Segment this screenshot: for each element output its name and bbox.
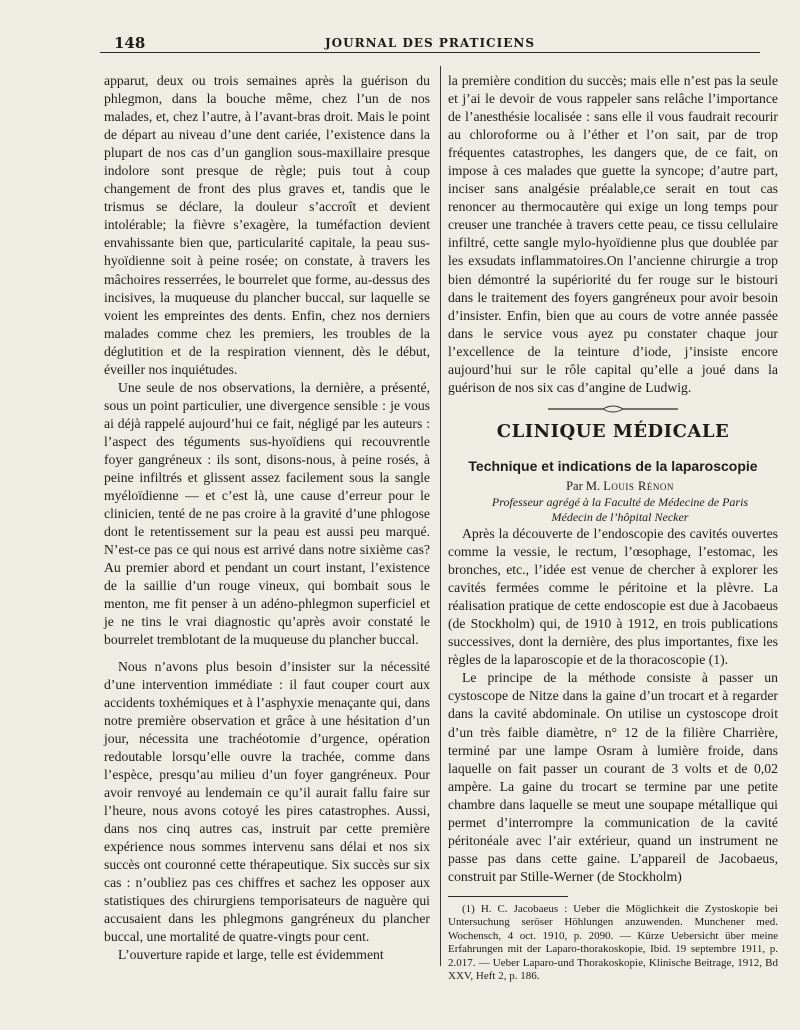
section-title: CLINIQUE MÉDICALE [496, 420, 730, 442]
paragraph: la première condition du succès; mais elle n’est pas la seule et j’ai le devoir de vous rappeler sans relâche l’importance de l’anesthésie localisée : sans elle il vous faudrait recourir au chloroforme ou à l’éther et l’on sait, par de trop fréquentes catastrophes, les dangers que, de ce fait, on impose à ces malades que guette la syncope; d’autre part, inciser sans analgésie préalable,ce serait en tout cas renoncer au thermocautère qui exige un long temps pour creuser une tranchée à travers cette peau, ce tissu cellulaire infiltré, cette sangle mylo-hyoïdienne plus que doublée par les exsudats inflammatoires.On l’ancienne chirurgie a trop bien démontré la supériorité du fer rouge sur le bistouri dans le traitement des foyers gangréneux pour avoir besoin d’insister. Enfin, bien que au cours de votre année passée dans le service vous ayez pu constater chaque jour l’excellence de la teinture d’iode, j’insiste encore aujourd’hui sur le rôle capital qu’elle a joué dans la guérison de nos six cas d’angine de Ludwig. [448, 73, 778, 395]
left-column [104, 72, 430, 972]
paragraph: Nous n’avons plus besoin d’insister sur la nécessité d’une intervention immédiate : il faut couper court aux accidents toxhémiques et à l’asphyxie menaçante qui, dans notre première observation et grâce à une hésitation d’un jour, nécessita une trachéotomie d’urgence, opération redoutable lorsqu’elle ouvre la trachée, comme dans l’espèce, presqu’au milieu d’un foyer gangréneux. Pour avoir renvoyé au lendemain ce qu’il aurait fallu faire sur l’heure, nous avons cotoyé les pires catastrophes. Aussi, dans nos cinq autres cas, instruit par cette première expérience nous sommes intervenu sans délai et nos six succès ont couronné cette thérapeutique. Six succès sur six cas : n’oubliez pas ces chiffres et sachez les opposer aux statistiques des chirurgiens temporisateurs de naguère qui accusaient dans les phlegmons gangréneux du plancher buccal, une mortalité de quatre-vingts pour cent. [104, 658, 430, 945]
affiliation-line: Médecin de l’hôpital Necker [551, 509, 689, 524]
right-column [448, 72, 778, 983]
paragraph: L’ouverture rapide et large, telle est évidemment [118, 947, 384, 963]
section-ornament [448, 403, 778, 417]
paragraph: apparut, deux ou trois semaines après la guérison du phlegmon, dans la bouche même, chez l’un de nos malades, et, chez l’autre, à l’avant-bras droit. Mais le point de départ au niveau d’une dent cariée, l’existence dans la plupart de nos cas d’un ganglion sous-maxillaire presque indolore sont presque de règle; puis tout à coup changement de front des plus graves et, tandis que le trismus se déclare, la douleur s’accroît et devient intolérable; la fièvre s’exagère, la tuméfaction devient envahissante bien que, particularité capitale, la peau sus-hyoïdienne soit à peine rosée; on constate, à travers les mâchoires resserrées, le bourrelet que forme, au-dessus des incisives, la muqueuse du plancher buccal, sur laquelle se voient les empreintes des dents. Enfin, chez nos derniers malades comme chez les premiers, les troubles de la déglutition et de la respiration viennent, dès le début, éveiller nos inquiétudes. [104, 73, 430, 377]
article-title: Technique et indications de la laparoscopie [468, 457, 758, 474]
author-name: Louis Rénon [603, 478, 674, 493]
journal-title: JOURNAL DES PRATICIENS [325, 36, 535, 50]
footnote-rule [448, 896, 568, 897]
author-prefix: Par M. [566, 478, 601, 493]
page-number: 148 [114, 34, 146, 52]
paragraph: Une seule de nos observations, la dernière, a présenté, sous un point particulier, une divergence sensible : je vous ai déjà rappelé aujourd’hui ce fait, négligé par les auteurs : l’aspect des téguments sus-hyoïdiens qui recouvrentle foyer gangréneux : ils sont, disons-nous, à peine rosés, à peine infiltrés et glissent assez facilement sous la sangle myéloïdienne — et c’est là, une cause d’erreur pour le clinicien, tenté de ne pas croire à la gravité d’une phlogose dont le retentissement sur la peau est aussi peu marqué. N’est-ce pas ce qui nous est arrivé dans notre sixième cas? Au premier abord et pendant un court instant, l’existence de la saillie d’un rouge vineux, qui bombait sous le menton, me fit penser à un adéno-phlegmon superficiel et je ne tins le vrai diagnostic qu’après avoir constaté le bourrelet tremblotant de la muqueuse du plancher buccal. [104, 379, 430, 648]
paragraph: Après la découverte de l’endoscopie des cavités ouvertes comme la vessie, le rectum, l’œsophage, l’estomac, les bronches, etc., l’idée est venue de chercher à explorer les cavités fermées comme le péritoine et la plèvre. La réalisation pratique de cette endoscopie est due à Jacobaeus (de Stockholm) qui, de 1910 à 1912, en trois publications successives, dont la dernière, des plus importantes, fixe les règles de la laparoscopie et de la thoracoscopie (1). [448, 525, 778, 668]
affiliation-line: Professeur agrégé à la Faculté de Médecine de Paris [491, 494, 749, 509]
column-divider [440, 66, 441, 966]
footnote: (1) H. C. Jacobaeus : Ueber die Möglichkeit die Zystoskopie bei Untersuchung seröser Höhlungen anzuwenden. Munchener med. Wochensch, 4 oct. 1910, p. 2090. — Kürze Uebersicht über meine Erfahrungen mit der Laparo-thorakoskopie, Ibid. 19 septembre 1911, p. 2.017. — Ueber Laparo-und Thorakoskopie, Klinische Beitrage, 1912, Bd XXV, Heft 2, p. 186. [448, 902, 778, 983]
author-line [448, 477, 778, 495]
page-header [100, 30, 760, 53]
paragraph: Le principe de la méthode consiste à passer un cystoscope de Nitze dans la gaine d’un trocart et à regarder dans la cavité abdominale. On utilise un cystoscope droit d’un très faible diamètre, n° 12 de la filière Charrière, terminé par une lampe Osram à lumière froide, dans laquelle on fait passer un courant de 3 volts et de 0,02 ampère. La gaine du trocart se termine par une petite chambre dans laquelle se meut une soupape métallique qui permet d’interrompre la communication de la cavité péritonéale avec l’air extérieur, quand un instrument ne passe pas dans cette gaine. L’appareil de Jacobaeus, construit par Stille-Werner (de Stockholm) [448, 670, 778, 884]
